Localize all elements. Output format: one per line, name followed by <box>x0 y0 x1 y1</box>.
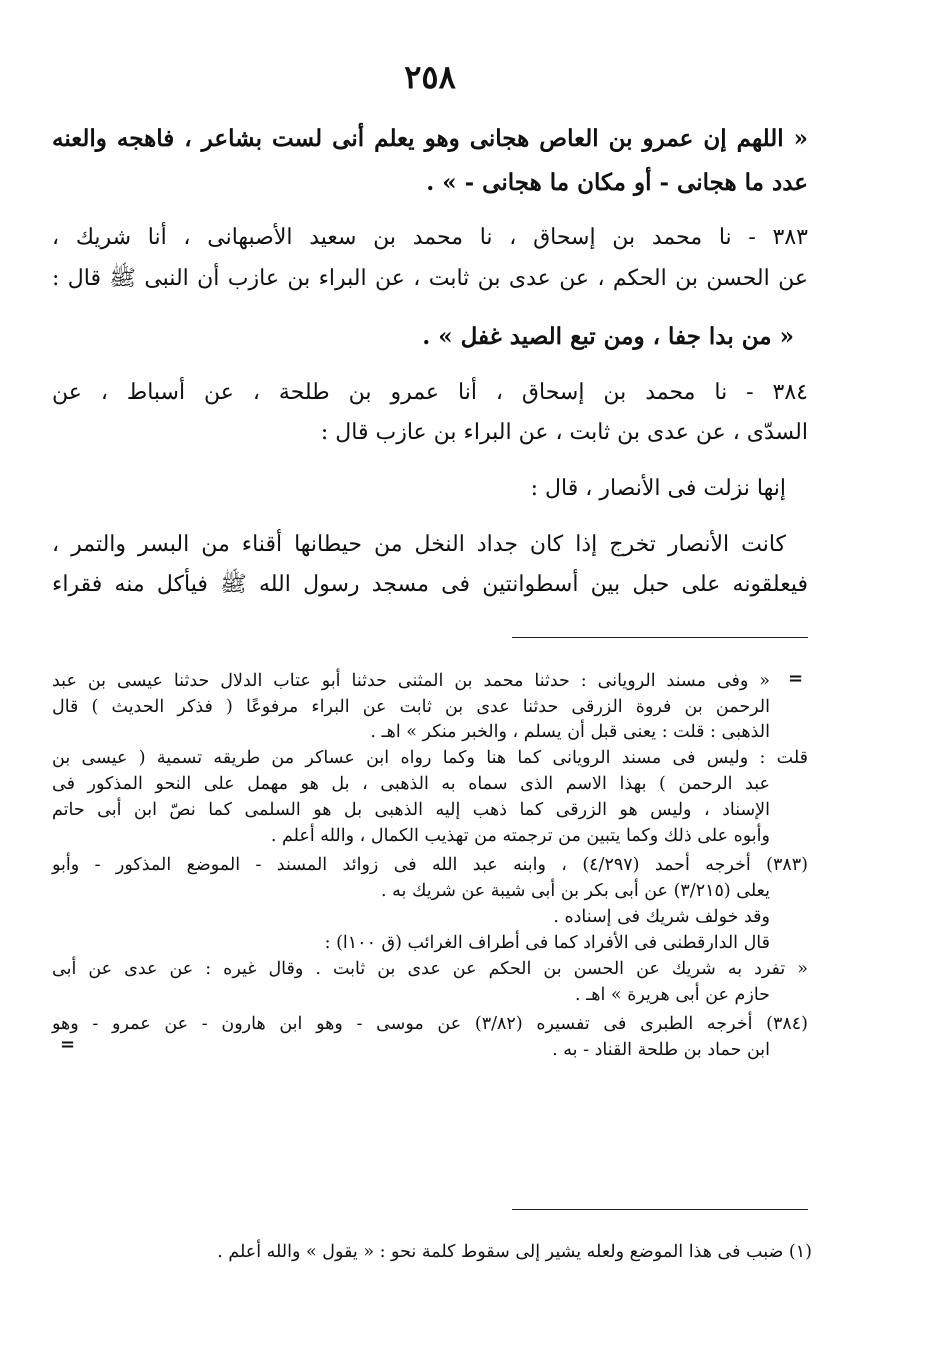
footnote-line: (٣٨٣) أخرجه أحمد (٤/٢٩٧) ، وابنه عبد الله فى زوائد المسند - الموضع المذكور - وأبو <box>52 855 808 875</box>
footnote-end-mark: = <box>60 1034 76 1055</box>
footnote-line: يعلى (٣/٢١٥) عن أبى بكر بن أبى شيبة عن شريك به . <box>381 881 770 901</box>
footnote-line: وأبوه على ذلك وكما يتبين من ترجمته من تهذيب الكمال ، والله أعلم . <box>270 826 770 846</box>
paragraph-kanat-line-2: فيعلقونه على حبل بين أسطوانتين فى مسجد رسول الله ﷺ فيأكل منه فقراء <box>52 572 808 597</box>
footnote-separator <box>512 637 808 638</box>
hadith-383-line-1: ٣٨٣ - نا محمد بن إسحاق ، نا محمد بن سعيد الأصبهانى ، أنا شريك ، <box>52 225 808 250</box>
hadith-384-line-1: ٣٨٤ - نا محمد بن إسحاق ، أنا عمرو بن طلحة ، عن أسباط ، عن <box>52 380 808 405</box>
footnote-line: عبد الرحمن ) بهذا الاسم الذى سماه به الذهبى ، بل هو مهمل على النحو المذكور فى <box>52 774 770 794</box>
footnote-line: حازم عن أبى هريرة » اهـ . <box>575 985 770 1005</box>
bottom-note: (١) ضبب فى هذا الموضع ولعله يشير إلى سقوط كلمة نحو : « يقول » والله أعلم . <box>217 1242 812 1262</box>
prayer-quote-line-2: عدد ما هجانى - أو مكان ما هجانى - » . <box>426 169 808 196</box>
hadith-383-quote: « من بدا جفا ، ومن تبع الصيد غفل » . <box>422 323 794 350</box>
footnote-line: الرحمن بن فروة الزرقى حدثنا عدى بن ثابت عن البراء مرفوعًا ( فذكر الحديث ) قال <box>52 697 770 717</box>
footnote-line: قلت : وليس فى مسند الرويانى كما هنا وكما رواه ابن عساكر من طريقه تسمية ( عيسى بن <box>52 748 808 768</box>
footnote-line: الإسناد ، وليس هو الزرقى كما ذهب إليه الذهبى بل هو السلمى كما نصّ ابن أبى حاتم <box>52 800 770 820</box>
footnote-line: « تفرد به شريك عن الحسن بن الحكم عن عدى بن ثابت . وقال غيره : عن عدى عن أبى <box>52 959 808 979</box>
footnote-line: (٣٨٤) أخرجه الطبرى فى تفسيره (٣/٨٢) عن موسى - وهو ابن هارون - عن عمرو - وهو <box>52 1014 808 1034</box>
footnote-line: قال الدارقطنى فى الأفراد كما فى أطراف الغرائب (ق ١٠٠ا) : <box>324 933 770 953</box>
page-number: ٢٥٨ <box>404 58 456 96</box>
footnote-continue-mark: = <box>788 668 804 689</box>
footnote-line: الذهبى : قلت : يعنى قبل أن يسلم ، والخبر منكر » اهـ . <box>370 722 770 742</box>
footnote-line: ابن حماد بن طلحة القناد - به . <box>552 1040 770 1060</box>
paragraph-ansar: إنها نزلت فى الأنصار ، قال : <box>530 476 786 501</box>
prayer-quote-line-1: « اللهم إن عمرو بن العاص هجانى وهو يعلم أنى لست بشاعر ، فاهجه والعنه <box>52 125 808 152</box>
bottom-note-separator <box>512 1209 808 1210</box>
hadith-383-line-2: عن الحسن بن الحكم ، عن عدى بن ثابت ، عن البراء بن عازب أن النبى ﷺ قال : <box>52 266 808 291</box>
footnote-line: « وفى مسند الرويانى : حدثنا محمد بن المثنى حدثنا أبو عتاب الدلال حدثنا عيسى بن عبد <box>52 671 770 691</box>
hadith-384-line-2: السدّى ، عن عدى بن ثابت ، عن البراء بن عازب قال : <box>320 420 808 445</box>
paragraph-kanat-line-1: كانت الأنصار تخرج إذا كان جداد النخل من حيطانها أقناء من البسر والتمر ، <box>52 532 786 557</box>
footnote-line: وقد خولف شريك فى إسناده . <box>553 907 770 927</box>
